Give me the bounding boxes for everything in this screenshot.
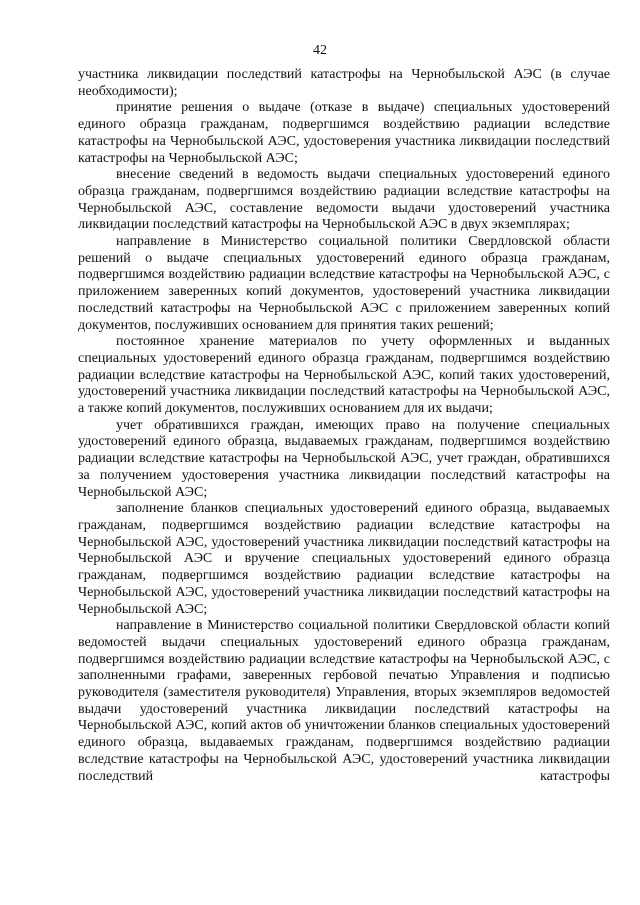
paragraph-send-decisions: направление в Министерство социальной политики Свердловской области решений о выдаче специальных удостоверений единого образца гражданам, подвергшимся воздействию радиации вследствие катастрофы на Чернобыльской АЭС, с приложением заверенных копий документов, удостоверений участника ликвидации последствий катастрофы на Чернобыльской АЭС с приложением заверенных копий документов, послуживших основанием для принятия таких решений; [78,234,610,333]
page-number: 42 [313,43,327,58]
paragraph-citizen-registration: учет обратившихся граждан, имеющих право на получение специальных удостоверений единого образца, выдаваемых гражданам, подвергшимся воздействию радиации вследствие катастрофы на Чернобыльской АЭС, учет граждан, обратившихся за получением удостоверения участника ликвидации последствий катастрофы на Чернобыльской АЭС; [78,417,610,500]
paragraph-form-filling: заполнение бланков специальных удостоверений единого образца, выдаваемых гражданам, подвергшимся воздействию радиации вследствие катастрофы на Чернобыльской АЭС, удостоверений участника ликвидации последствий катастрофы на Чернобыльской АЭС и вручение специальных удостоверений единого образца гражданам, подвергшимся воздействию радиации вследствие катастрофы на Чернобыльской АЭС, удостоверений участника ликвидации последствий катастрофы на Чернобыльской АЭС; [78,501,610,617]
paragraph-continuation: участника ликвидации последствий катастрофы на Чернобыльской АЭС (в случае необходимости); [78,67,610,99]
paragraph-register-entry: внесение сведений в ведомость выдачи специальных удостоверений единого образца гражданам, подвергшимся воздействию радиации вследствие катастрофы на Чернобыльской АЭС, составление ведомости выдачи удостоверений участника ликвидации последствий катастрофы на Чернобыльской АЭС в двух экземплярах; [78,167,610,233]
document-body [78,67,610,785]
paragraph-permanent-storage: постоянное хранение материалов по учету оформленных и выданных специальных удостоверений единого образца гражданам, подвергшимся воздействию радиации вследствие катастрофы на Чернобыльской АЭС, копий таких удостоверений, удостоверений участника ликвидации последствий катастрофы на Чернобыльской АЭС, а также копий документов, послуживших основанием для их выдачи; [78,334,610,417]
paragraph-send-copies: направление в Министерство социальной политики Свердловской области копий ведомостей выдачи специальных удостоверений единого образца гражданам, подвергшимся воздействию радиации вследствие катастрофы на Чернобыльской АЭС, с заполненными графами, заверенных гербовой печатью Управления и подписью руководителя (заместителя руководителя) Управления, вторых экземпляров ведомостей выдачи удостоверений участника ликвидации последствий катастрофы на Чернобыльской АЭС, копий актов об уничтожении бланков специальных удостоверений единого образца, выдаваемых гражданам, подвергшимся воздействию радиации вследствие катастрофы на Чернобыльской АЭС, удостоверений участника ликвидации последствий катастрофы [78,618,610,784]
paragraph-decision-issuance: принятие решения о выдаче (отказе в выдаче) специальных удостоверений единого образца гражданам, подвергшимся воздействию радиации вследствие катастрофы на Чернобыльской АЭС, удостоверения участника ликвидации последствий катастрофы на Чернобыльской АЭС; [78,100,610,166]
